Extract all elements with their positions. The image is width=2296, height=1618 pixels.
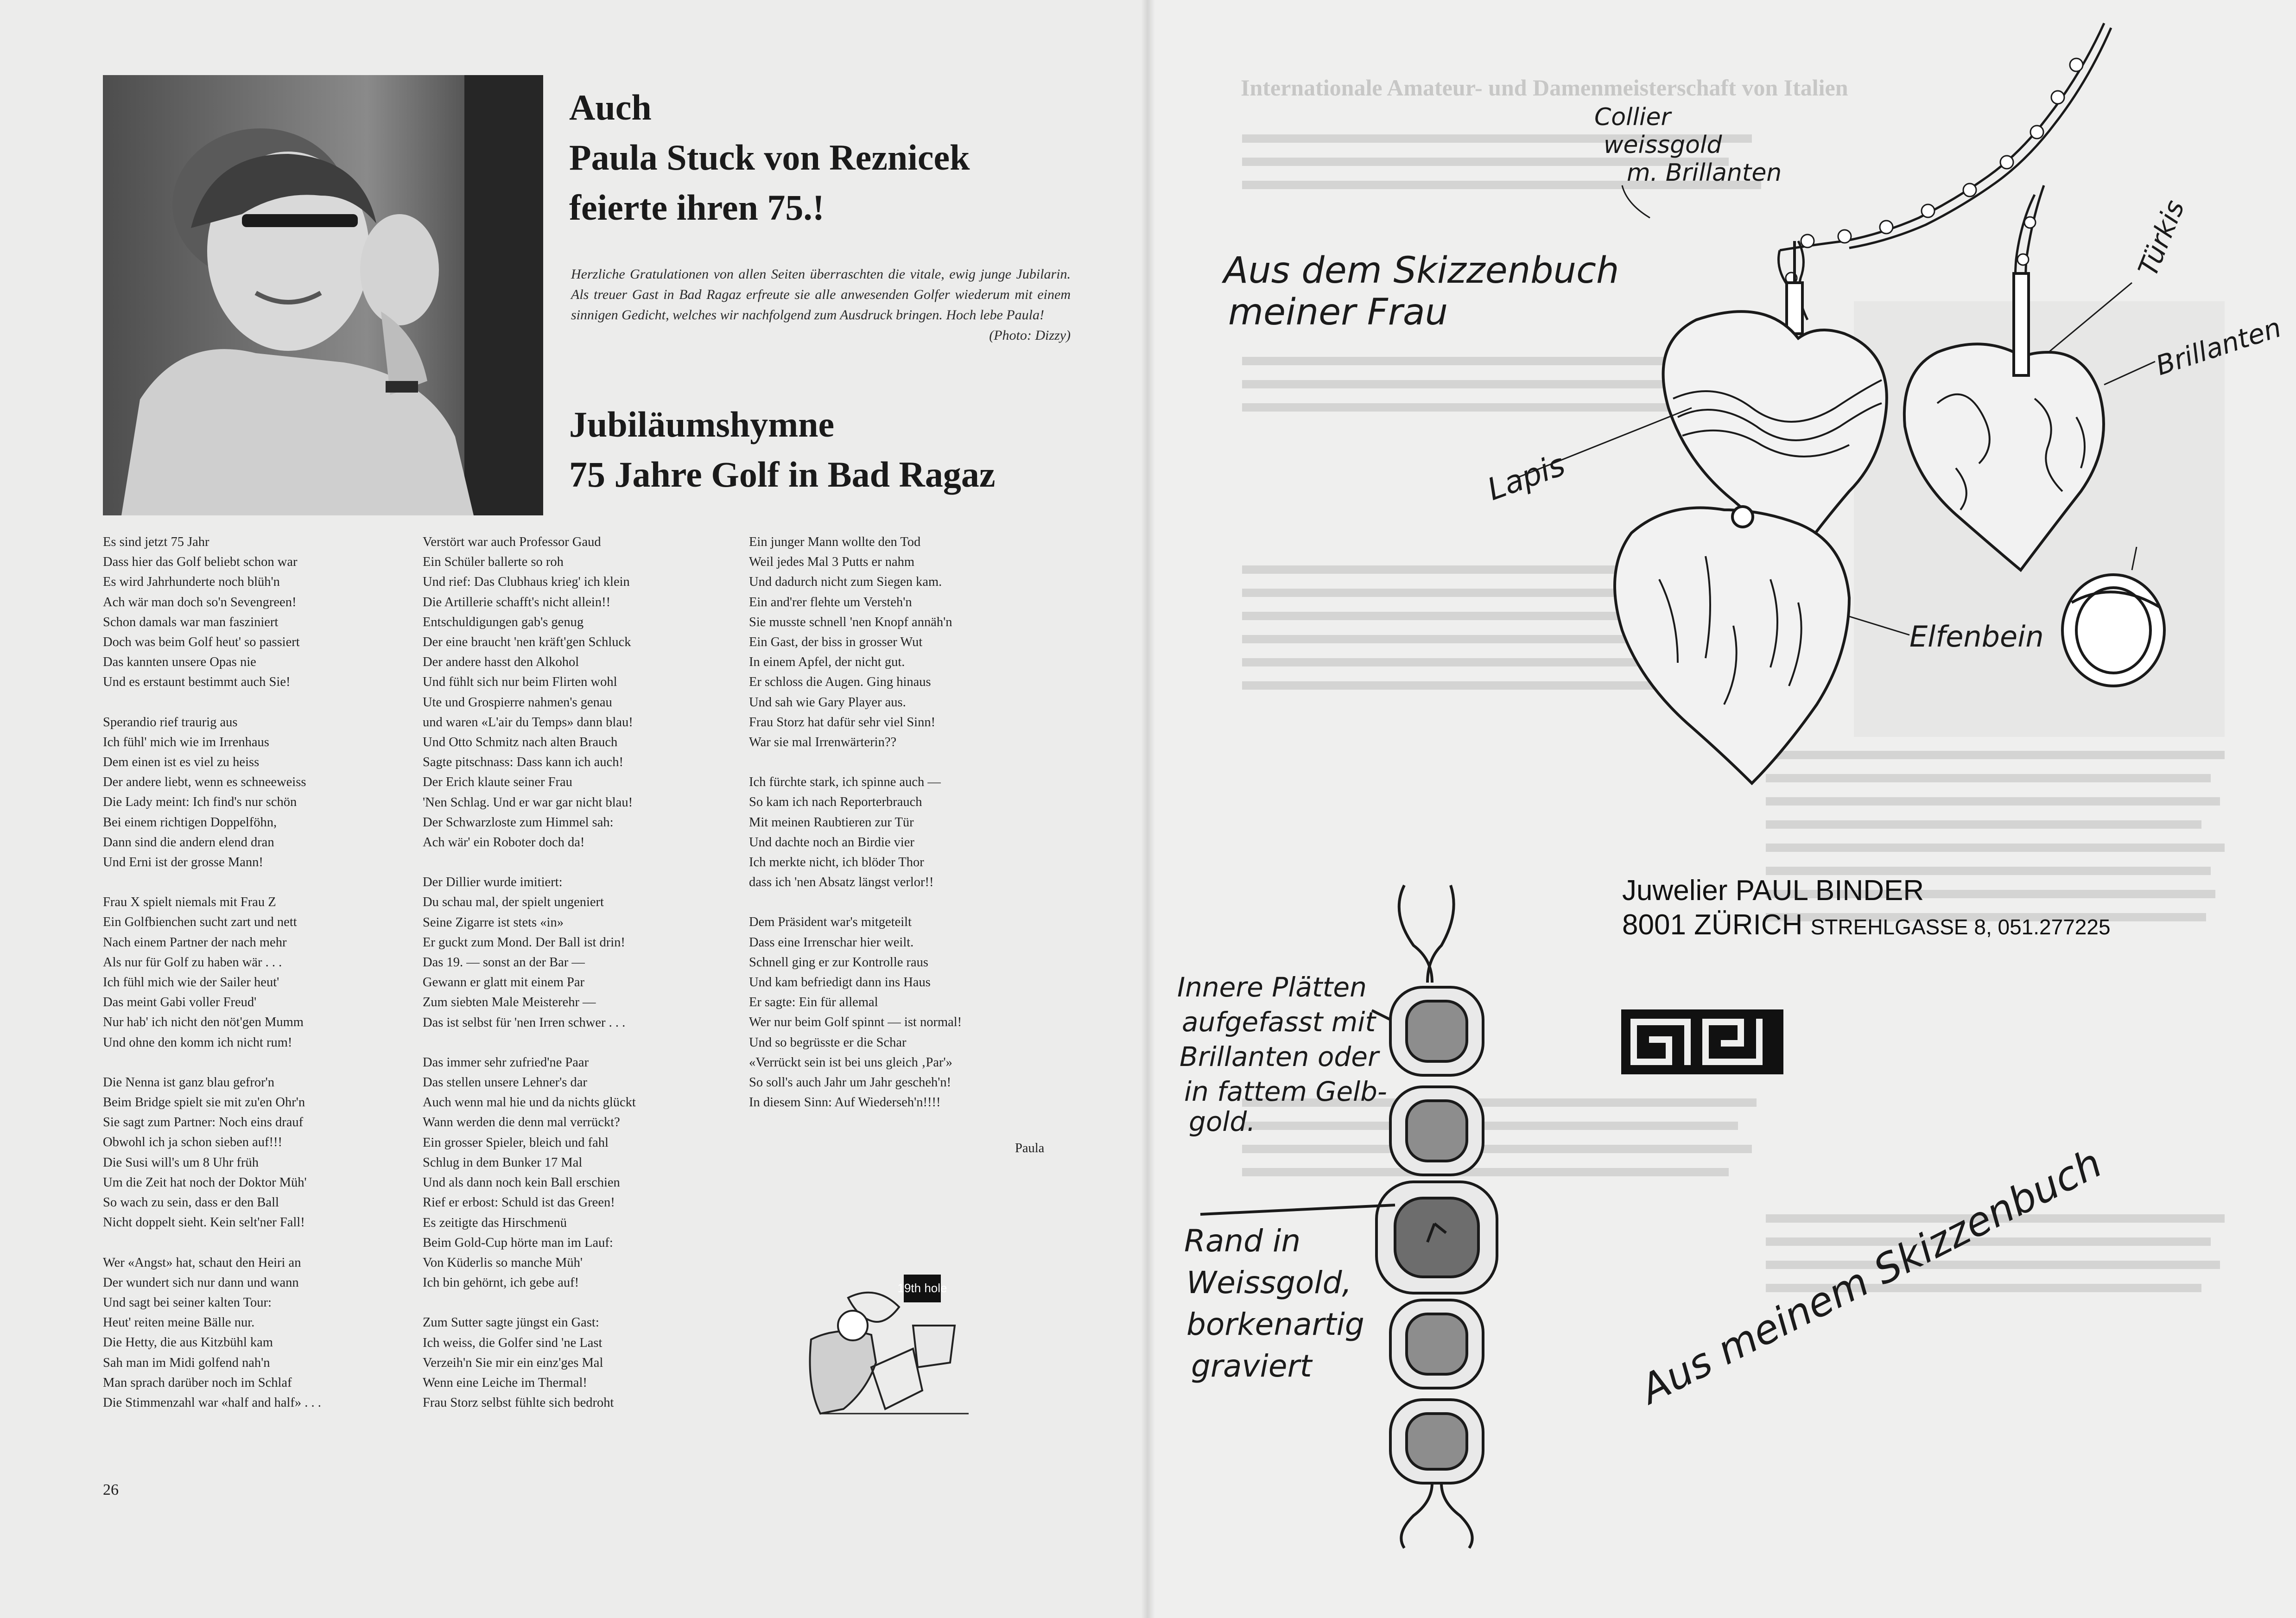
poem-line: Wenn eine Leiche im Thermal! — [423, 1375, 587, 1390]
poem-line: Es sind jetzt 75 Jahr — [103, 535, 209, 549]
poem-line: Und als dann noch kein Ball erschien — [423, 1175, 620, 1190]
jeweler-location — [1622, 908, 2111, 944]
hand-rand-1: Rand in — [1184, 1223, 1301, 1259]
poem-line: Und sagt bei seiner kalten Tour: — [103, 1295, 272, 1310]
poem-line: Und dadurch nicht zum Siegen kam. — [749, 575, 942, 590]
bleed-through-title: Internationale Amateur- und Damenmeisterschaft von Italien — [1241, 75, 1848, 101]
poem-line: Schnell ging er zur Kontrolle raus — [749, 955, 929, 970]
greek-key-logo-icon — [1621, 1009, 1783, 1074]
hand-platten-5: gold. — [1189, 1106, 1256, 1137]
poem-line: Bei einem richtigen Doppelföhn, — [103, 815, 277, 830]
poem-line: Der andere liebt, wenn es schneeweiss — [103, 775, 306, 790]
poem-line: Ein Golfbienchen sucht zart und nett — [103, 915, 297, 930]
poem-line: Gewann er glatt mit einem Par — [423, 975, 585, 990]
poem-line: Das immer sehr zufried'ne Paar — [423, 1055, 589, 1070]
poem-line: Ich fühl' mich wie im Irrenhaus — [103, 735, 269, 749]
poem-line: Nur hab' ich nicht den nöt'gen Mumm — [103, 1015, 304, 1030]
poem-line: Ich weiss, die Golfer sind 'ne Last — [423, 1335, 603, 1350]
poem-line: Frau X spielt niemals mit Frau Z — [103, 895, 276, 910]
poem-line: Die Artillerie schafft's nicht allein!! — [423, 595, 611, 609]
poem-line: In diesem Sinn: Auf Wiederseh'n!!!! — [749, 1095, 941, 1110]
poem-line: Und so begrüsste er die Schar — [749, 1035, 907, 1050]
hand-sketchbook-mine: Aus meinem Skizzenbuch — [1633, 1140, 2109, 1413]
poem-line: Nicht doppelt sieht. Kein selt'ner Fall! — [103, 1215, 305, 1230]
poem-line: Es wird Jahrhunderte noch blüh'n — [103, 575, 280, 590]
headline-line: Paula Stuck von Reznicek — [569, 137, 970, 178]
poem-line: Und Erni ist der grosse Mann! — [103, 855, 263, 870]
hand-platten-3: Brillanten oder — [1180, 1041, 1379, 1072]
jeweler-name: Juwelier PAUL BINDER — [1622, 875, 1924, 907]
jeweler-street-phone: STREHLGASSE 8, 051.277225 — [1810, 915, 2111, 939]
poem-line: Auch wenn mal hie und da nichts glückt — [423, 1095, 636, 1110]
poem-line: Die Lady meint: Ich find's nur schön — [103, 795, 297, 810]
poem-line: Er sagte: Ein für allemal — [749, 995, 878, 1010]
poem-line: Das ist selbst für 'nen Irren schwer . . . — [423, 1015, 626, 1030]
poem-line: Er schloss die Augen. Ging hinaus — [749, 675, 931, 690]
poem-line: Beim Gold-Cup hörte man im Lauf: — [423, 1235, 613, 1250]
hand-brillanten: Brillanten — [2152, 311, 2285, 382]
hand-tuerkis: Türkis — [2131, 196, 2191, 281]
poem-line: Rief er erbost: Schuld ist das Green! — [423, 1195, 615, 1210]
poem-line: Ich bin gehörnt, ich gebe auf! — [423, 1275, 579, 1290]
hand-elfenbein: Elfenbein — [1909, 620, 2044, 654]
hand-collier-2: weissgold — [1604, 131, 1722, 159]
poem-line: Der Dillier wurde imitiert: — [423, 875, 563, 890]
poem-line: Ein junger Mann wollte den Tod — [749, 535, 921, 549]
poem-line: Und rief: Das Clubhaus krieg' ich klein — [423, 575, 630, 590]
poem-line: Dann sind die andern elend dran — [103, 835, 274, 850]
poem-line: Frau Storz hat dafür sehr viel Sinn! — [749, 715, 936, 730]
poem-line: Sie sagt zum Partner: Noch eins drauf — [103, 1115, 304, 1130]
poem-line: Doch was beim Golf heut' so passiert — [103, 635, 300, 650]
poem-line: Entschuldigungen gab's genug — [423, 615, 584, 629]
poem-line: Ach wär man doch so'n Sevengreen! — [103, 595, 297, 609]
poem-line: Es zeitigte das Hirschmenü — [423, 1215, 567, 1230]
poem-line: Zum Sutter sagte jüngst ein Gast: — [423, 1315, 599, 1330]
poem-line: So wach zu sein, dass er den Ball — [103, 1195, 279, 1210]
jeweler-address — [1622, 874, 2111, 944]
hymn-title-line: Jubiläumshymne — [569, 404, 835, 444]
page-number: 26 — [103, 1481, 119, 1498]
poem-line: Ich merkte nicht, ich blöder Thor — [749, 855, 924, 870]
poem-line: Ein and'rer flehte um Versteh'n — [749, 595, 912, 609]
poem-line: Er guckt zum Mond. Der Ball ist drin! — [423, 935, 625, 950]
hand-rand-4: graviert — [1191, 1348, 1312, 1384]
poem-line: Frau Storz selbst fühlte sich bedroht — [423, 1396, 614, 1410]
poem-signature: Paula — [1015, 1141, 1045, 1155]
poem-line: 'Nen Schlag. Und er war gar nicht blau! — [423, 795, 633, 810]
photo-credit: (Photo: Dizzy) — [989, 328, 1071, 343]
poem-line: Ein Schüler ballerte so roh — [423, 555, 564, 570]
poem-line: Das kannten unsere Opas nie — [103, 655, 256, 670]
poem-line: Und es erstaunt bestimmt auch Sie! — [103, 675, 291, 690]
poem-line: Beim Bridge spielt sie mit zu'en Ohr'n — [103, 1095, 305, 1110]
poem-line: Und ohne den komm ich nicht rum! — [103, 1035, 292, 1050]
poem-line: So kam ich nach Reporterbrauch — [749, 795, 922, 810]
poem-line: dass ich 'nen Absatz längst verlor!! — [749, 875, 934, 890]
poem-line: Weil jedes Mal 3 Putts er nahm — [749, 555, 915, 570]
poem-line: Dem einen ist es viel zu heiss — [103, 755, 260, 770]
hand-sketchbook-wife-1: Aus dem Skizzenbuch — [1224, 250, 1619, 292]
poem-line: Und Otto Schmitz nach alten Brauch — [423, 735, 618, 750]
poem-line: Dem Präsident war's mitgeteilt — [749, 915, 912, 930]
poem-line: Zum siebten Male Meisterehr — — [423, 995, 596, 1010]
poem-line: Die Hetty, die aus Kitzbühl kam — [103, 1335, 273, 1350]
poem-line: Ein grosser Spieler, bleich und fahl — [423, 1135, 609, 1150]
poem-line: Ute und Grospierre nahmen's genau — [423, 695, 612, 710]
poem-line: Die Stimmenzahl war «half and half» . . . — [103, 1395, 321, 1410]
poem-line: So soll's auch Jahr um Jahr gescheh'n! — [749, 1075, 951, 1090]
poem-line: Obwohl ich ja schon sieben auf!!! — [103, 1135, 283, 1150]
poem-line: Dass eine Irrenschar hier weilt. — [749, 935, 914, 950]
hand-platten-2: aufgefasst mit — [1182, 1006, 1376, 1038]
poem-line: Verzeih'n Sie mir ein einz'ges Mal — [423, 1355, 603, 1370]
poem-line: und waren «L'air du Temps» dann blau! — [423, 715, 633, 730]
poem-line: Wer «Angst» hat, schaut den Heiri an — [103, 1255, 301, 1270]
poem-line: Schlug in dem Bunker 17 Mal — [423, 1155, 583, 1170]
hymn-title-line: 75 Jahre Golf in Bad Ragaz — [569, 454, 996, 495]
poem-line: Heut' reiten meine Bälle nur. — [103, 1315, 255, 1330]
poem-line: Die Susi will's um 8 Uhr früh — [103, 1155, 259, 1170]
poem-line: Nach einem Partner der nach mehr — [103, 935, 287, 950]
hand-sketchbook-wife-2: meiner Frau — [1228, 292, 1448, 333]
poem-line: Wer nur beim Golf spinnt — ist normal! — [749, 1015, 962, 1030]
poem-line: Verstört war auch Professor Gaud — [423, 535, 601, 549]
poem-line: Der Schwarzloste zum Himmel sah: — [423, 815, 614, 830]
poem-line: Sagte pitschnass: Dass kann ich auch! — [423, 755, 623, 770]
poem-line: Schon damals war man fasziniert — [103, 615, 279, 629]
poem-line: Das meint Gabi voller Freud' — [103, 995, 257, 1010]
poem-line: Und sah wie Gary Player aus. — [749, 695, 906, 710]
hand-lapis: Lapis — [1483, 446, 1570, 508]
hand-rand-3: borkenartig — [1186, 1307, 1364, 1342]
poem-line: Der wundert sich nur dann und wann — [103, 1275, 299, 1290]
poem-line: Seine Zigarre ist stets «in» — [423, 915, 564, 930]
poem-line: Man sprach darüber noch im Schlaf — [103, 1375, 292, 1390]
poem-line: In einem Apfel, der nicht gut. — [749, 655, 905, 670]
poem-line: Der eine braucht 'nen kräft'gen Schluck — [423, 635, 631, 650]
poem-line: Sie musste schnell 'nen Knopf annäh'n — [749, 615, 952, 629]
poem-line: Ich fühl mich wie der Sailer heut' — [103, 975, 279, 990]
poem-line: Dass hier das Golf beliebt schon war — [103, 555, 298, 570]
poem-line: Um die Zeit hat noch der Doktor Müh' — [103, 1175, 307, 1190]
poem-line: Du schau mal, der spielt ungeniert — [423, 895, 604, 910]
poem-line: Sah man im Midi golfend nah'n — [103, 1355, 270, 1370]
hand-collier-1: Collier — [1594, 103, 1671, 131]
poem-line: «Verrückt sein ist bei uns gleich ‚Par'» — [749, 1055, 952, 1070]
poem-line: Mit meinen Raubtieren zur Tür — [749, 815, 914, 830]
hand-platten-1: Innere Plätten — [1177, 971, 1367, 1003]
poem-line: Ein Gast, der biss in grosser Wut — [749, 635, 923, 650]
poem-line: Als nur für Golf zu haben wär . . . — [103, 955, 282, 970]
jeweler-city: 8001 ZÜRICH — [1622, 909, 1803, 941]
poem-line: Ich fürchte stark, ich spinne auch — — [749, 775, 941, 790]
intro-text: Herzliche Gratulationen von allen Seiten überraschten die vitale, ewig junge Jubilarin. Als treuer Gast in Bad Ragaz erfreute sie alle anwesenden Golfer wiederum mit einem sinnigen Gedicht, welches wir nachfolgend zum Ausdruck bringen. Hoch lebe Paula! — [571, 266, 1071, 323]
poem-line: Und fühlt sich nur beim Flirten wohl — [423, 675, 617, 690]
hand-collier-3: m. Brillanten — [1627, 159, 1782, 187]
poem-line: Sperandio rief traurig aus — [103, 715, 238, 730]
poem-line: Die Nenna ist ganz blau gefror'n — [103, 1075, 274, 1090]
hand-platten-4: in fattem Gelb- — [1184, 1076, 1387, 1107]
poem-line: Das stellen unsere Lehner's dar — [423, 1075, 587, 1090]
poem-line: Das 19. — sonst an der Bar — — [423, 955, 585, 970]
headline-line: feierte ihren 75.! — [569, 187, 825, 228]
headline-line: Auch — [569, 87, 652, 127]
poem-line: Und kam befriedigt dann ins Haus — [749, 975, 931, 990]
poem-line: Der Erich klaute seiner Frau — [423, 775, 572, 790]
poem-line: Der andere hasst den Alkohol — [423, 655, 579, 670]
poem-line: War sie mal Irrenwärterin?? — [749, 735, 897, 750]
hand-rand-2: Weissgold, — [1186, 1265, 1352, 1301]
poem-line: Von Küderlis so manche Müh' — [423, 1255, 583, 1270]
poem-line: Und dachte noch an Birdie vier — [749, 835, 914, 850]
poem-line: Ach wär' ein Roboter doch da! — [423, 835, 585, 850]
cartoon-sign: 19th hole — [897, 1281, 947, 1295]
poem-line: Wann werden die denn mal verrückt? — [423, 1115, 620, 1130]
